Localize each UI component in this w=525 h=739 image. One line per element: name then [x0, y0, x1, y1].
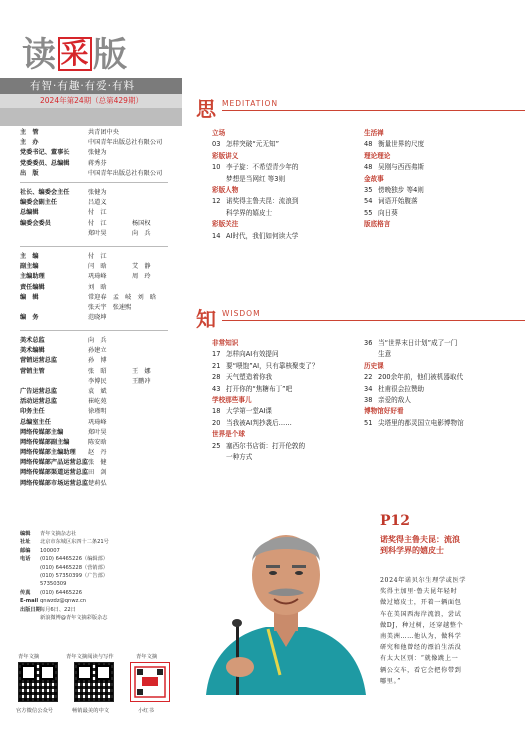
staff-name: 孙 博 [88, 357, 107, 365]
toc-category: 世界是个球 [212, 430, 245, 439]
toc-page-number: 28 [212, 373, 221, 382]
staff-name: 向 兵 [132, 229, 151, 237]
contact-row [20, 555, 109, 563]
staff-row [20, 219, 151, 229]
staff-role: 编 务 [20, 314, 39, 322]
toc-category: 彩版人物 [212, 186, 239, 195]
staff-name: 孙建立 [88, 347, 107, 355]
toc-item-title: 亲爱的敌人 [378, 396, 411, 405]
staff-role: 美术总监 [20, 337, 45, 344]
toc-item-title: 向日葵 [378, 208, 398, 217]
staff-role: 总编室主任 [20, 418, 51, 426]
staff-role: 社长、编委会主任 [20, 189, 70, 196]
section-rule [222, 320, 525, 321]
staff-list-1 [20, 128, 162, 179]
staff-row [20, 313, 156, 323]
staff-row [20, 356, 107, 366]
toc-item-title: 200余年前，他们被机器取代 [378, 373, 464, 382]
staff-role: 网络传媒部市场运营总监 [20, 479, 89, 487]
toc-item[interactable] [364, 196, 514, 207]
toc-item-title: 怎样向AI有效提问 [226, 350, 279, 359]
toc-item[interactable] [212, 162, 362, 173]
staff-name: 张 昭 [88, 367, 107, 375]
staff-name: 陈安晗 [88, 438, 107, 446]
staff-row [20, 138, 162, 148]
staff-role: 营销运营总监 [20, 357, 58, 365]
qr-label-2: 青年文摘阅读与写作 [66, 654, 114, 660]
toc-item-continuation: 一种方式 [226, 453, 253, 462]
contact-row [20, 564, 109, 572]
toc-item[interactable] [212, 441, 362, 452]
toc-page-number: 18 [212, 407, 221, 416]
staff-name: 周 玲 [132, 273, 151, 281]
staff-name: 田 剑 [88, 469, 107, 477]
issue-number: 2024年第24期（总第429期） [0, 94, 182, 108]
contact-row [20, 530, 109, 538]
toc-item[interactable] [364, 338, 514, 349]
contact-value: 新浪微博@青年文摘彩版杂志 [40, 615, 108, 622]
toc-category: 立场 [212, 129, 226, 137]
toc-wisdom-right [364, 338, 514, 429]
toc-category: 博物馆好好看 [364, 407, 404, 416]
qr-code-reading[interactable] [74, 662, 114, 702]
toc-item-title: 衡量世界的尺度 [378, 140, 425, 149]
toc-item-title: 大学第一堂AI课 [226, 407, 273, 416]
toc-item-title: 吴刚与西西弗斯 [378, 163, 425, 172]
toc-page-number: 36 [364, 339, 373, 347]
feature-photo [196, 505, 372, 695]
toc-item[interactable] [212, 418, 362, 429]
toc-item-title: 尖塔里的都灵国立电影博物馆 [378, 418, 464, 427]
toc-item[interactable] [212, 349, 362, 360]
toc-page-number: 10 [212, 163, 221, 172]
staff-role: 党委书记、董事长 [20, 149, 70, 157]
toc-page-number: 51 [364, 418, 373, 427]
feature-body-line: 做DJ，种过树，还穿越整个 [380, 621, 464, 629]
toc-item[interactable] [364, 418, 514, 429]
toc-page-number: 34 [364, 384, 373, 393]
divider [20, 246, 168, 247]
staff-row [20, 159, 162, 169]
staff-name: 吕道义 [88, 199, 107, 207]
toc-category: 彩版关注 [212, 220, 239, 229]
toc-item[interactable] [212, 361, 362, 372]
contact-row [20, 572, 109, 580]
feature-body-line: 南美洲……他认为，做科学 [380, 633, 462, 640]
staff-name: 郑叶昊 [88, 428, 107, 436]
logo-char-1: 读 [22, 35, 57, 75]
staff-role: 编委会副主任 [20, 199, 58, 207]
staff-name: 袁 斌 [88, 387, 107, 395]
toc-item[interactable] [364, 395, 514, 406]
contact-row [20, 589, 109, 597]
feature-body-line: 研究和他曾经的漂泊生活没 [380, 644, 462, 652]
staff-role: 主 编 [20, 253, 39, 260]
staff-name: 王 娜 [132, 367, 151, 375]
toc-item[interactable] [212, 406, 362, 417]
toc-item-title: 李子旋：不希望青少年的 [226, 163, 299, 172]
toc-category: 学校那些事儿 [212, 396, 252, 405]
staff-name: 付 江 [88, 219, 107, 227]
toc-page-number: 03 [212, 140, 221, 149]
staff-row [20, 252, 156, 262]
slogan: 有智·有趣·有爱·有料 [0, 78, 182, 94]
feature-body-line: 2024年诺贝尔生理学或医学 [380, 577, 467, 584]
staff-name: 张健为 [88, 189, 107, 196]
toc-item[interactable] [212, 384, 362, 395]
toc-meditation-left [212, 128, 362, 242]
masthead-column [0, 0, 182, 739]
staff-name: 巩琦峰 [88, 273, 107, 281]
staff-row [20, 169, 162, 179]
staff-name: 范晓坤 [88, 314, 107, 322]
feature-body-line: 奖得主加里·鲁夫昆年轻时 [380, 588, 458, 596]
toc-page-number: 14 [212, 231, 221, 240]
staff-name: 赵 丹 [88, 449, 107, 457]
staff-name: 中国青年出版总社有限公司 [88, 169, 163, 177]
section-header-meditation [196, 98, 525, 120]
feature-body-line: 有太大区别：“就像跳上一 [380, 655, 459, 663]
toc-item-title: 当我被AI判抄袭后…… [226, 418, 292, 427]
toc-item-continuation: 科学界的嬉皮士 [226, 208, 273, 217]
divider [20, 182, 168, 183]
qr-caption-1: 官方微信公众号 [16, 708, 54, 714]
staff-row [20, 272, 156, 282]
toc-item-title: 诺奖得主鲁夫昆：流浪到 [226, 197, 299, 206]
toc-item[interactable] [212, 231, 362, 242]
staff-role: 广告运营总监 [20, 387, 58, 395]
xiaohongshu-icon [131, 663, 169, 701]
staff-role: 总编辑 [20, 209, 39, 217]
toc-item-title: 当“世界末日计划”成了一门 [378, 339, 458, 347]
toc-item[interactable] [364, 372, 514, 383]
staff-row [20, 262, 156, 272]
contact-info [20, 530, 109, 622]
contact-row [20, 606, 109, 614]
staff-list-2 [20, 188, 151, 239]
contact-row [20, 597, 109, 605]
staff-role: 印务主任 [20, 408, 45, 416]
toc-page-number: 25 [212, 441, 221, 450]
staff-role: 党委委员、总编辑 [20, 159, 70, 167]
toc-item-title: 杜甫很会拉赞助 [378, 384, 425, 393]
toc-item-continuation: 生意 [378, 350, 392, 359]
qr-caption-3: 小红书 [138, 708, 154, 714]
staff-role: 网络传媒部渠道运营总监 [20, 469, 89, 477]
contact-key: 传真 [20, 589, 31, 596]
toc-item[interactable] [212, 139, 362, 150]
staff-role: 编 辑 [20, 293, 39, 301]
staff-name: 付 江 [88, 209, 107, 217]
contact-row [20, 580, 109, 588]
staff-name: 向 兵 [88, 337, 107, 344]
staff-row [20, 229, 151, 239]
toc-item[interactable] [364, 185, 514, 196]
staff-row [20, 303, 156, 313]
toc-page-number: 48 [364, 140, 373, 149]
contact-value: 每月6日、22日 [40, 606, 76, 613]
staff-name: 张天宇 张速熙 [88, 303, 132, 311]
staff-row [20, 468, 107, 478]
section-glyph: 思 [196, 97, 216, 121]
staff-row [20, 407, 107, 417]
staff-row [20, 418, 107, 428]
toc-item-title: 天气塑造着你我 [226, 373, 273, 382]
staff-name: 崔屹苑 [88, 398, 107, 406]
contact-value: 57350309 [40, 581, 67, 588]
contact-key: 社址 [20, 539, 31, 546]
toc-item-title: 要“喂饱”AI，只有靠核聚变了？ [226, 361, 319, 370]
toc-item-title: 打开你的“焦糖布丁”吧 [226, 384, 293, 393]
staff-role: 主编助理 [20, 273, 45, 281]
staff-name: 王鹏冲 [132, 377, 151, 385]
staff-row [20, 397, 107, 407]
qr-code-xiaohongshu[interactable] [130, 662, 170, 702]
staff-name: 楚莉弘 [88, 479, 107, 487]
feature-body-line: 做过嬉皮士，开着一辆面包 [380, 599, 462, 607]
qr-label-1: 青年文摘 [18, 654, 40, 660]
staff-row [20, 336, 107, 346]
contact-value: (010) 57350399（广告部） [40, 573, 108, 580]
feature-body-line: 辆公交车，看它会把你带到 [380, 666, 462, 674]
contact-value: 青年文摘杂志社 [40, 531, 77, 537]
staff-name: 共青团中央 [88, 129, 119, 136]
staff-role: 副主编 [20, 263, 39, 271]
feature-body-line: 哪里。” [380, 677, 402, 685]
staff-name: 郑叶昊 [88, 229, 107, 237]
toc-category: 非常知识 [212, 339, 239, 347]
toc-page-number: 43 [212, 384, 221, 393]
staff-row [20, 283, 156, 293]
staff-list-4 [20, 336, 151, 489]
toc-category: 版底格言 [364, 220, 391, 229]
qr-code-wechat[interactable] [18, 662, 58, 702]
contact-key: 邮编 [20, 547, 31, 554]
divider [20, 330, 168, 331]
staff-row [20, 377, 151, 387]
toc-page-number: 48 [364, 163, 373, 172]
toc-page-number: 55 [364, 208, 373, 217]
toc-wisdom-left [212, 338, 362, 463]
feature-page-number: P12 [380, 513, 411, 529]
staff-row [20, 198, 107, 208]
toc-category: 理论理论 [364, 151, 391, 160]
contact-value: (010) 64465226（编辑部） [40, 556, 108, 563]
contact-value: (010) 64465226 [40, 589, 83, 596]
toc-item[interactable] [364, 208, 514, 219]
staff-row [20, 479, 107, 489]
logo-char-3: 版 [93, 35, 128, 75]
staff-name: 李博民 [88, 377, 107, 385]
toc-page-number: 54 [364, 197, 373, 206]
toc-page-number: 35 [364, 186, 373, 195]
staff-name: 付 江 [88, 253, 107, 260]
contact-value: 北京市东城区东四十二条21号 [40, 539, 109, 546]
feature-title-line-1: 诺奖得主鲁夫昆：流浪 [380, 535, 460, 544]
header-gray-band [0, 108, 182, 126]
staff-row [20, 148, 162, 158]
toc-item[interactable] [212, 196, 362, 207]
toc-item-title: 傍晚独步 等4则 [378, 186, 424, 195]
contact-key: 出版日期 [20, 606, 41, 613]
staff-row [20, 448, 107, 458]
toc-page-number: 17 [212, 350, 221, 359]
staff-name: 艾 静 [132, 263, 151, 271]
staff-role: 网络传媒部主编 [20, 428, 64, 436]
contact-key: E-mail [20, 598, 39, 605]
contact-row [20, 547, 109, 555]
staff-role: 主 办 [20, 139, 39, 147]
toc-category: 生活禅 [364, 129, 384, 137]
contact-row [20, 538, 109, 546]
portrait-illustration [196, 505, 372, 695]
toc-item-title: 塞西尔书店街：打开伦敦的 [226, 441, 306, 450]
staff-name: 中国青年出版总社有限公司 [88, 139, 163, 147]
staff-role: 责任编辑 [20, 283, 45, 291]
logo-char-2: 采 [58, 37, 92, 71]
toc-category: 彩版讲义 [212, 151, 239, 160]
toc-item-continuation: 梦想是当网红 等3则 [226, 174, 286, 183]
staff-role: 网络传媒部主编助理 [20, 449, 76, 457]
section-glyph: 知 [196, 307, 216, 331]
toc-item-title: 词语开始腹落 [378, 197, 418, 206]
contact-value: (010) 64465228（营销部） [40, 564, 108, 571]
staff-name: 张 健 [88, 459, 107, 467]
staff-row [20, 293, 156, 303]
staff-role: 美术编辑 [20, 347, 45, 355]
staff-row [20, 188, 107, 198]
staff-list-3 [20, 252, 156, 323]
feature-title-line-2: 到科学界的嬉皮士 [380, 546, 444, 555]
staff-role: 出 版 [20, 169, 39, 177]
contact-key: 编辑 [20, 531, 31, 537]
section-title-en: MEDITATION [222, 99, 279, 108]
magazine-logo [22, 36, 172, 74]
staff-role: 活动运营总监 [20, 398, 58, 406]
contact-value: qnwzdz@qnwz.cn [40, 598, 87, 605]
toc-item-title: AI时代，我们如何读大学 [226, 231, 299, 240]
staff-name: 徐瑾明 [88, 408, 107, 416]
staff-name: 张健为 [88, 149, 107, 157]
toc-item[interactable] [212, 372, 362, 383]
feature-body-line: 车在美国西海岸流浪，尝试 [380, 610, 462, 618]
toc-page-number: 38 [364, 396, 373, 405]
staff-role: 网络传媒部产品运营总监 [20, 459, 89, 467]
staff-role: 网络传媒部副主编 [20, 438, 70, 446]
toc-page-number: 22 [364, 373, 373, 382]
staff-name: 杨国权 [132, 219, 151, 227]
contact-row [20, 614, 109, 622]
staff-row [20, 428, 107, 438]
staff-name: 巩琦峰 [88, 418, 107, 426]
qr-caption-2: 畅销最美的中文 [72, 708, 110, 714]
staff-name: 闫 晗 [88, 263, 107, 271]
toc-page-number: 20 [212, 418, 221, 427]
contact-key: 电话 [20, 556, 31, 563]
staff-row [20, 208, 107, 218]
contact-value: 100007 [40, 547, 60, 554]
staff-row [20, 438, 107, 448]
qr-label-3: 青年文摘 [136, 654, 158, 660]
toc-item-title: 怎样突破“元无知” [226, 140, 279, 149]
section-rule [222, 110, 525, 111]
toc-item[interactable] [364, 162, 514, 173]
staff-row [20, 367, 151, 377]
toc-page-number: 21 [212, 361, 221, 370]
toc-item[interactable] [364, 384, 514, 395]
staff-row [20, 346, 107, 356]
toc-page-number: 12 [212, 197, 221, 206]
section-title-en: WISDOM [222, 309, 261, 318]
toc-item[interactable] [364, 139, 514, 150]
staff-role: 主 管 [20, 129, 39, 136]
toc-meditation-right [364, 128, 514, 231]
staff-role: 营销主管 [20, 367, 45, 375]
toc-category: 金故事 [364, 174, 384, 183]
staff-name: 刘 晗 [88, 283, 107, 291]
staff-role: 编委会委员 [20, 219, 51, 227]
staff-name: 蒋秀芬 [88, 159, 107, 167]
staff-row [20, 387, 107, 397]
toc-category: 历史课 [364, 361, 384, 370]
staff-name: 常迎春 孟 岐 刘 晗 [88, 293, 157, 301]
staff-row [20, 128, 162, 138]
staff-row [20, 458, 107, 468]
feature-title [380, 534, 515, 556]
section-header-wisdom [196, 308, 525, 330]
